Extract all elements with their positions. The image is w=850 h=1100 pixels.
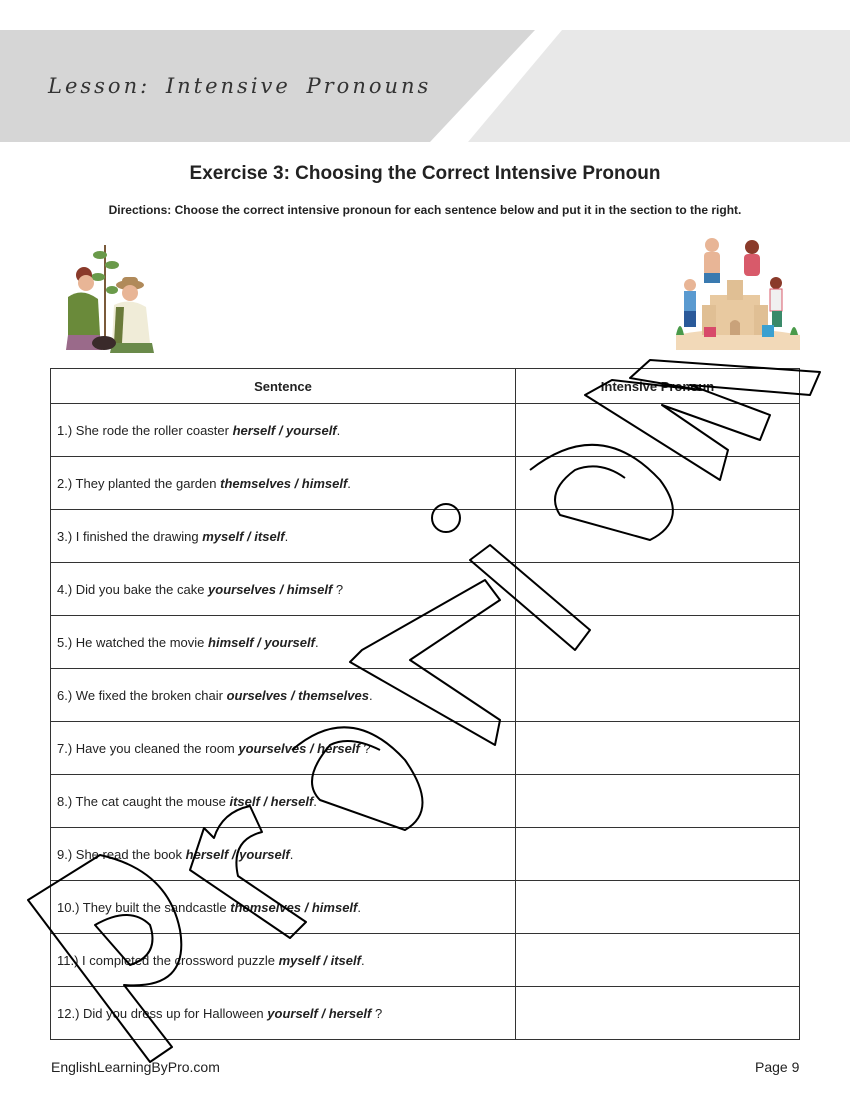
table-row: [51, 987, 800, 1040]
footer-site: EnglishLearningByPro.com: [51, 1059, 220, 1075]
table-row: [51, 775, 800, 828]
sentence-cell: [51, 775, 516, 828]
sentence-text: 5.) He watched the movie: [57, 634, 209, 650]
header-intensive-pronoun: Intensive Pronoun: [516, 369, 800, 404]
table-row: [51, 563, 800, 616]
table-row: [51, 616, 800, 669]
table-row: [51, 881, 800, 934]
sentence-text: 3.) I finished the drawing: [57, 528, 203, 544]
exercise-title: Exercise 3: Choosing the Correct Intensive Pronoun: [189, 163, 661, 184]
sentence-text: 1.) She rode the roller coaster: [57, 422, 233, 438]
pronoun-options: yourselves / himself: [208, 581, 333, 597]
sentence-cell: [51, 669, 516, 722]
directions-text: Directions: Choose the correct intensive pronoun for each sentence below and put it in the section to the right.: [108, 203, 742, 217]
pronoun-options: yourselves / herself: [238, 740, 360, 756]
table-row: [51, 669, 800, 722]
answer-cell[interactable]: [516, 881, 800, 934]
answer-cell[interactable]: [516, 934, 800, 987]
sentence-cell: [51, 828, 516, 881]
sentence-punctuation: ?: [332, 581, 344, 597]
sentence-punctuation: .: [313, 793, 317, 809]
sentence-text: 4.) Did you bake the cake: [57, 581, 209, 597]
sentence-cell: [51, 510, 516, 563]
sentence-punctuation: .: [336, 422, 341, 438]
sentence-punctuation: .: [289, 846, 294, 862]
sentence-punctuation: ?: [359, 740, 371, 756]
answer-cell[interactable]: [516, 563, 800, 616]
sentence-punctuation: ?: [371, 1005, 383, 1021]
pronoun-options: herself / yourself: [232, 422, 337, 438]
pronoun-options: yourself / herself: [267, 1005, 372, 1021]
sentence-punctuation: .: [368, 687, 373, 703]
sentence-punctuation: .: [360, 952, 365, 968]
sentence-punctuation: .: [357, 899, 361, 915]
lesson-title: Lesson: Intensive Pronouns: [48, 74, 432, 98]
worksheet-table: [50, 368, 800, 1040]
table-row: [51, 457, 800, 510]
sentence-punctuation: .: [314, 634, 319, 650]
pronoun-options: itself / herself: [229, 793, 314, 809]
answer-cell[interactable]: [516, 775, 800, 828]
table-row: [51, 828, 800, 881]
sentence-text: 8.) The cat caught the mouse: [57, 793, 230, 809]
answer-cell[interactable]: [516, 457, 800, 510]
sentence-text: 12.) Did you dress up for Halloween: [57, 1005, 268, 1021]
sentence-text: 9.) She read the book: [57, 846, 186, 862]
sandcastle-family-illustration: [672, 235, 802, 355]
sentence-punctuation: .: [347, 475, 351, 491]
table-row: [51, 404, 800, 457]
table-row: [51, 722, 800, 775]
sentence-text: 11.) I completed the crossword puzzle: [57, 952, 279, 968]
sentence-cell: [51, 987, 516, 1040]
sentence-text: 6.) We fixed the broken chair: [57, 687, 227, 703]
pronoun-options: ourselves / themselves: [226, 687, 369, 703]
sentence-cell: [51, 934, 516, 987]
pronoun-options: myself / itself: [202, 528, 285, 544]
sentence-text: 7.) Have you cleaned the room: [57, 740, 239, 756]
answer-cell[interactable]: [516, 510, 800, 563]
sentence-cell: [51, 722, 516, 775]
answer-cell[interactable]: [516, 828, 800, 881]
pronoun-options: himself / yourself: [208, 634, 315, 650]
sentence-cell: [51, 881, 516, 934]
footer-page-number: Page 9: [755, 1059, 800, 1075]
answer-cell[interactable]: [516, 722, 800, 775]
table-row: [51, 934, 800, 987]
pronoun-options: themselves / himself: [220, 475, 348, 491]
sentence-text: 2.) They planted the garden: [57, 475, 221, 491]
sentence-cell: [51, 457, 516, 510]
gardeners-illustration: [60, 235, 165, 360]
answer-cell[interactable]: [516, 404, 800, 457]
sentence-cell: [51, 616, 516, 669]
sentence-text: 10.) They built the sandcastle: [57, 899, 231, 915]
pronoun-options: myself / itself: [278, 952, 361, 968]
sentence-punctuation: .: [284, 528, 289, 544]
sentence-cell: [51, 563, 516, 616]
table-row: [51, 510, 800, 563]
pronoun-options: themselves / himself: [230, 899, 358, 915]
header-sentence: Sentence: [51, 369, 516, 404]
sentence-cell: [51, 404, 516, 457]
answer-cell[interactable]: [516, 987, 800, 1040]
answer-cell[interactable]: [516, 669, 800, 722]
pronoun-options: herself / yourself: [185, 846, 290, 862]
table-header-row: [51, 369, 800, 404]
answer-cell[interactable]: [516, 616, 800, 669]
